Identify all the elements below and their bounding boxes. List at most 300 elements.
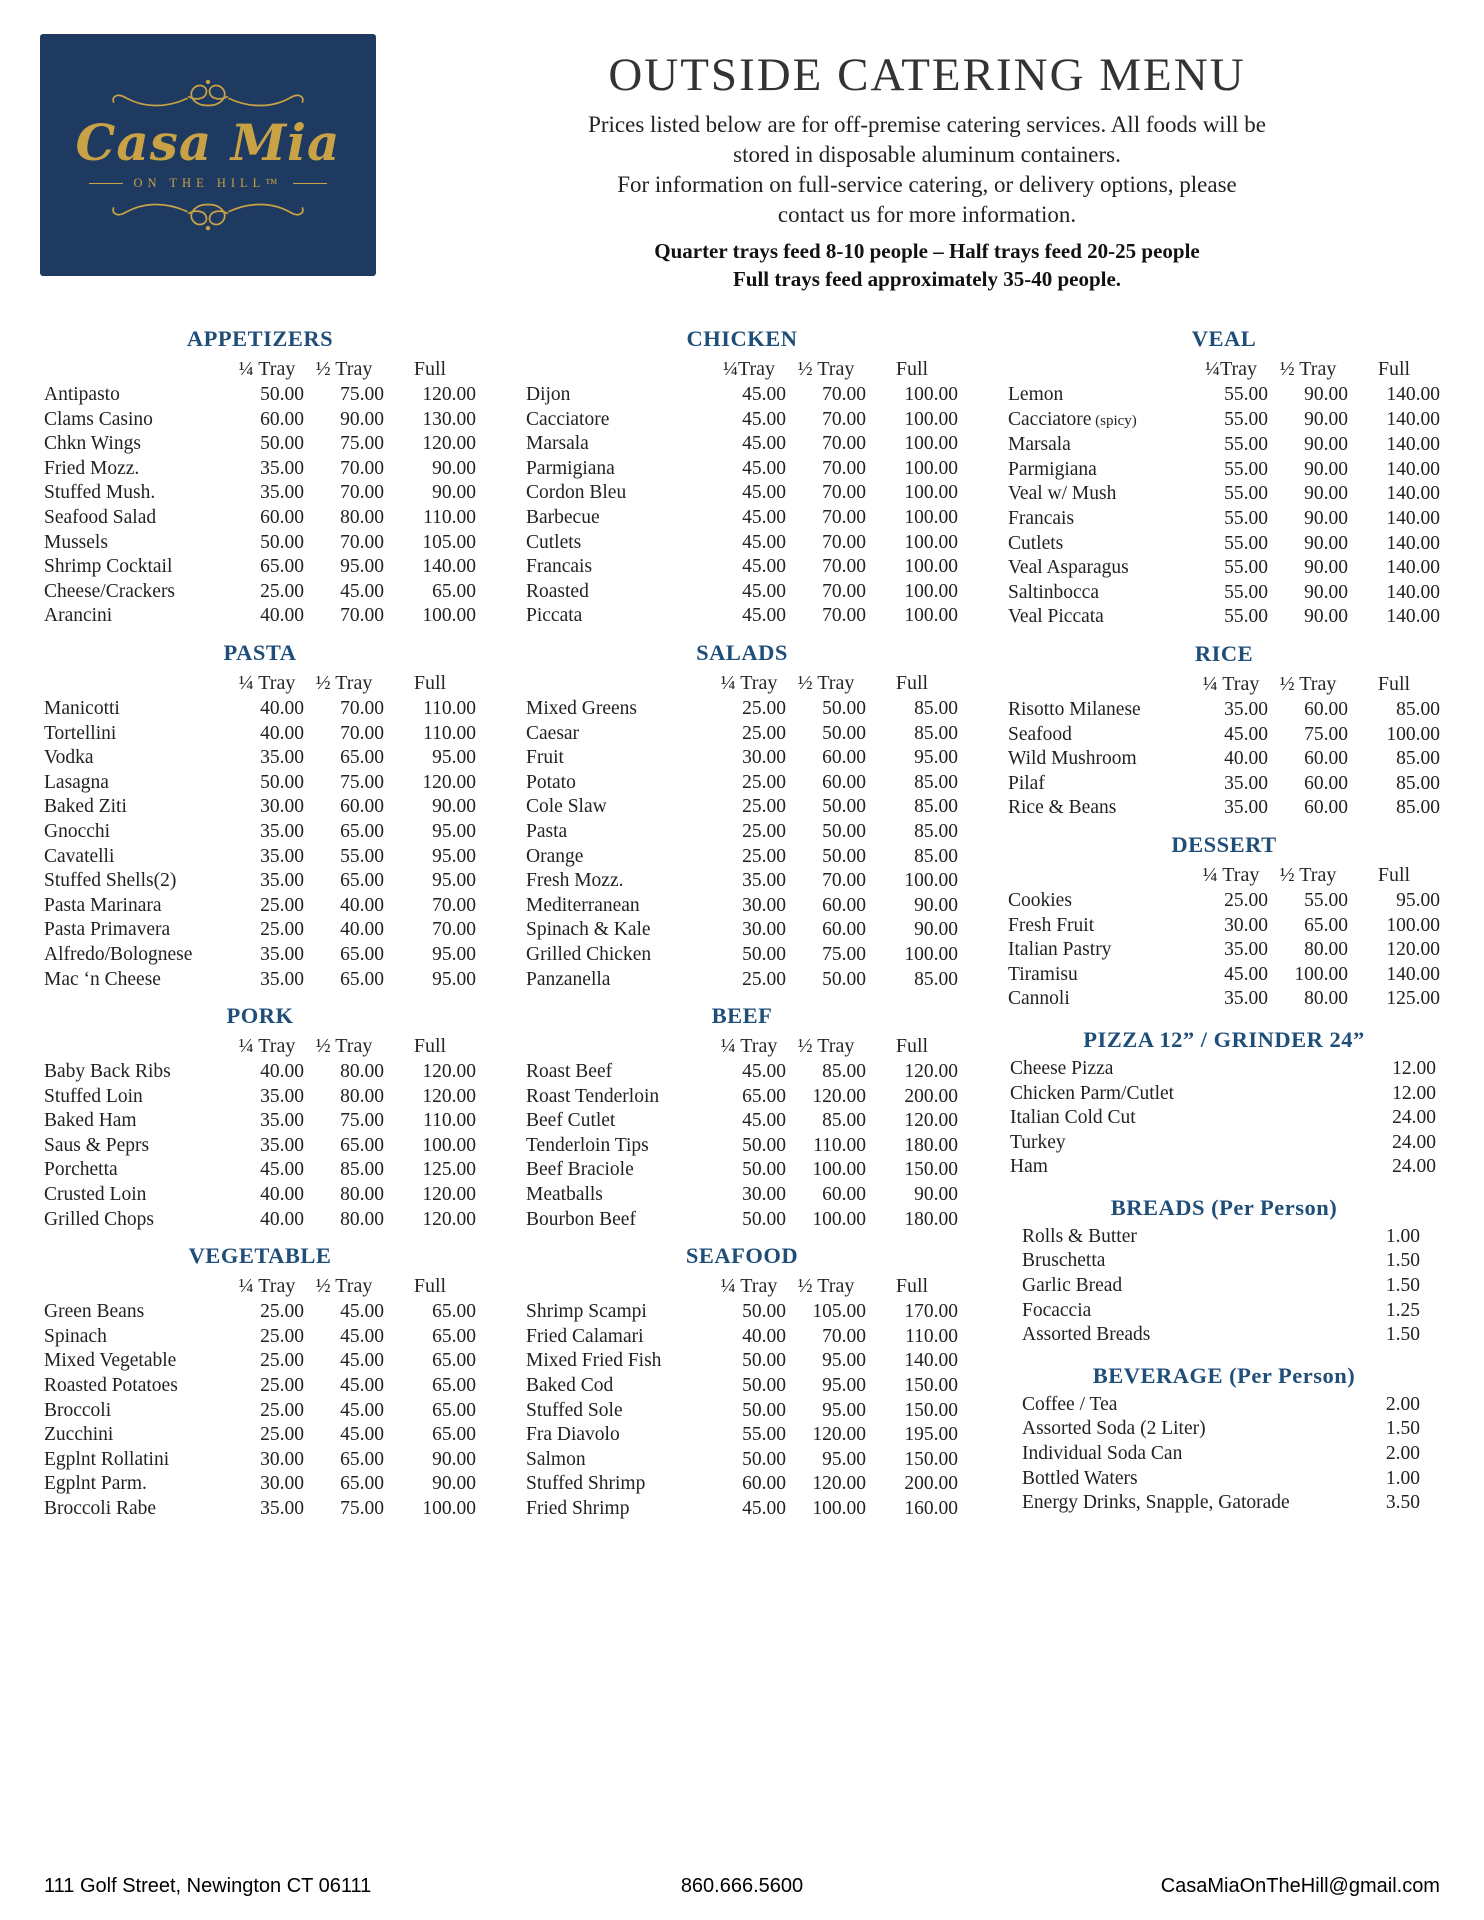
price-half: 60.00: [822, 771, 866, 793]
tray-size-header-full: Full: [895, 671, 929, 694]
price-quarter: 50.00: [742, 1301, 786, 1323]
section-title: BREADS (Per Person): [1110, 1194, 1338, 1220]
item-name: Wild Mushroom: [1008, 748, 1137, 770]
item-name: Egplnt Parm.: [44, 1473, 147, 1495]
tray-size-note: [410, 237, 1444, 293]
tray-size-header-full: Full: [895, 1275, 929, 1298]
tray-size-header-quarter: ¼ Tray: [720, 1035, 778, 1058]
section-title: DESSERT: [1171, 831, 1277, 857]
item-name: Antipasto: [44, 384, 120, 406]
price-full: 95.00: [432, 943, 476, 965]
price-quarter: 25.00: [260, 919, 304, 941]
tray-size-header-full: Full: [413, 358, 447, 381]
price-quarter: 55.00: [1224, 483, 1268, 505]
menu-item-row: [44, 531, 476, 556]
item-price: 12.00: [1392, 1082, 1436, 1104]
menu-item-row: [1008, 1467, 1440, 1492]
price-half: 75.00: [340, 1110, 384, 1132]
price-full: 120.00: [422, 433, 476, 455]
menu-item-row: [526, 604, 958, 629]
price-quarter: 25.00: [742, 820, 786, 842]
tray-size-header-full: Full: [413, 1275, 447, 1298]
section-pork: [44, 1002, 476, 1232]
item-name: Marsala: [526, 433, 589, 455]
price-full: 100.00: [904, 531, 958, 553]
tray-size-header-half: ½ Tray: [315, 671, 373, 694]
price-half: 70.00: [822, 556, 866, 578]
price-full: 95.00: [914, 747, 958, 769]
section-title: APPETIZERS: [186, 326, 334, 352]
item-name: Chkn Wings: [44, 433, 141, 455]
price-half: 45.00: [340, 1350, 384, 1372]
price-quarter: 45.00: [742, 1110, 786, 1132]
item-name: Barbecue: [526, 507, 600, 529]
price-full: 95.00: [432, 820, 476, 842]
tray-size-header-half: ½ Tray: [315, 358, 373, 381]
item-name: Veal Piccata: [1008, 606, 1104, 628]
price-full: 110.00: [423, 697, 476, 719]
price-quarter: 25.00: [742, 845, 786, 867]
logo-rule-right: [293, 183, 327, 184]
menu-item-row: [1008, 1274, 1440, 1299]
item-name: Beef Braciole: [526, 1159, 634, 1181]
price-quarter: 45.00: [1224, 963, 1268, 985]
price-half: 70.00: [822, 580, 866, 602]
item-name: Meatballs: [526, 1184, 603, 1206]
menu-item-row: [1008, 482, 1440, 507]
tray-size-header-quarter: ¼ Tray: [720, 1275, 778, 1298]
tray-size-header-row: [44, 670, 476, 697]
price-full: 200.00: [904, 1473, 958, 1495]
price-half: 65.00: [340, 870, 384, 892]
price-half: 70.00: [822, 531, 866, 553]
item-name: Potato: [526, 771, 576, 793]
tray-size-header-row: [1008, 862, 1440, 889]
menu-item-row: [44, 1448, 476, 1473]
price-quarter: 35.00: [260, 482, 304, 504]
menu-item-row: [1008, 605, 1440, 630]
price-quarter: 45.00: [260, 1159, 304, 1181]
menu-item-row: [1008, 747, 1440, 772]
item-name: Francais: [526, 556, 593, 578]
price-half: 90.00: [340, 408, 384, 430]
item-name: Grilled Chops: [44, 1208, 154, 1230]
menu-item-row: [44, 1158, 476, 1183]
menu-item-row: [1008, 963, 1440, 988]
menu-item-row: [1008, 1393, 1440, 1418]
price-half: 70.00: [822, 408, 866, 430]
item-name: Italian Cold Cut: [1010, 1107, 1136, 1129]
price-full: 100.00: [904, 433, 958, 455]
menu-item-row: [526, 820, 958, 845]
section-rice: [1008, 640, 1440, 821]
price-quarter: 25.00: [260, 1424, 304, 1446]
price-quarter: 30.00: [742, 747, 786, 769]
price-half: 70.00: [340, 605, 384, 627]
price-half: 75.00: [340, 771, 384, 793]
price-quarter: 35.00: [260, 968, 304, 990]
price-full: 140.00: [1386, 508, 1440, 530]
price-full: 120.00: [422, 384, 476, 406]
price-full: 140.00: [1386, 458, 1440, 480]
price-half: 65.00: [340, 1448, 384, 1470]
tray-size-header-half: ½ Tray: [797, 1035, 855, 1058]
price-full: 65.00: [432, 580, 476, 602]
price-quarter: 60.00: [260, 507, 304, 529]
item-name: Porchetta: [44, 1159, 118, 1181]
price-quarter: 55.00: [1224, 384, 1268, 406]
price-full: 90.00: [432, 482, 476, 504]
menu-item-row: [44, 1472, 476, 1497]
tray-size-header-quarter: ¼ Tray: [238, 358, 296, 381]
price-half: 80.00: [1304, 988, 1348, 1010]
price-half: 60.00: [1304, 748, 1348, 770]
price-full: 85.00: [1396, 772, 1440, 794]
price-full: 65.00: [432, 1350, 476, 1372]
item-name: Stuffed Shells(2): [44, 870, 177, 892]
menu-item-row: [526, 771, 958, 796]
item-name: Mediterranean: [526, 894, 640, 916]
price-quarter: 35.00: [260, 747, 304, 769]
price-quarter: 50.00: [742, 1375, 786, 1397]
menu-item-row: [526, 845, 958, 870]
menu-item-row: [1008, 1106, 1440, 1131]
price-quarter: 25.00: [742, 697, 786, 719]
menu-item-row: [1008, 1491, 1440, 1516]
price-quarter: 50.00: [260, 771, 304, 793]
section-vegetable: [44, 1242, 476, 1521]
item-name: Beef Cutlet: [526, 1110, 616, 1132]
section-breads-per-person: [1008, 1194, 1440, 1348]
item-name: Lemon: [1008, 384, 1064, 406]
price-full: 95.00: [432, 747, 476, 769]
price-full: 180.00: [904, 1134, 958, 1156]
item-name: Roasted: [526, 580, 589, 602]
price-full: 95.00: [432, 870, 476, 892]
price-half: 95.00: [822, 1350, 866, 1372]
menu-item-row: [44, 697, 476, 722]
price-half: 65.00: [340, 943, 384, 965]
menu-item-row: [1008, 1225, 1440, 1250]
menu-item-row: [1008, 507, 1440, 532]
section-title: PASTA: [223, 639, 297, 665]
section-veal: [1008, 325, 1440, 630]
price-quarter: 50.00: [742, 1399, 786, 1421]
item-name: Saus & Peprs: [44, 1134, 150, 1156]
menu-item-row: [526, 918, 958, 943]
item-note: (spicy): [1091, 412, 1137, 429]
footer-phone: 860.666.5600: [680, 1875, 804, 1897]
price-half: 75.00: [340, 384, 384, 406]
item-name: Pasta: [526, 820, 568, 842]
price-quarter: 25.00: [260, 1399, 304, 1421]
price-full: 140.00: [1386, 606, 1440, 628]
price-half: 70.00: [822, 457, 866, 479]
price-quarter: 25.00: [260, 1375, 304, 1397]
page-title: OUTSIDE CATERING MENU: [608, 49, 1246, 101]
menu-item-row: [526, 869, 958, 894]
price-half: 95.00: [822, 1375, 866, 1397]
item-name: Francais: [1008, 508, 1075, 530]
menu-item-row: [44, 408, 476, 433]
menu-item-row: [526, 481, 958, 506]
item-name: Fried Calamari: [526, 1325, 644, 1347]
price-quarter: 50.00: [742, 1134, 786, 1156]
casa-mia-logo: [40, 34, 376, 276]
price-quarter: 50.00: [742, 1350, 786, 1372]
menu-item-row: [526, 457, 958, 482]
item-name: Coffee / Tea: [1022, 1393, 1118, 1415]
price-half: 75.00: [340, 1498, 384, 1520]
item-name: Caesar: [526, 722, 580, 744]
item-name: Baked Ham: [44, 1110, 137, 1132]
price-full: 85.00: [914, 796, 958, 818]
price-full: 100.00: [904, 482, 958, 504]
price-quarter: 55.00: [1224, 581, 1268, 603]
menu-item-row: [44, 771, 476, 796]
item-name: Saltinbocca: [1008, 581, 1099, 603]
price-full: 90.00: [432, 796, 476, 818]
menu-item-row: [526, 1497, 958, 1522]
tray-size-header-full: Full: [413, 1035, 447, 1058]
price-half: 45.00: [340, 1399, 384, 1421]
price-half: 70.00: [822, 605, 866, 627]
price-quarter: 35.00: [1224, 698, 1268, 720]
price-half: 65.00: [340, 747, 384, 769]
item-name: Veal w/ Mush: [1008, 483, 1117, 505]
logo-subtitle-text: ON THE HILL™: [133, 175, 283, 190]
price-quarter: 60.00: [260, 408, 304, 430]
section-seafood: [526, 1242, 958, 1521]
price-half: 120.00: [812, 1085, 866, 1107]
tray-size-header-row: [526, 1273, 958, 1300]
tray-size-header-row: [44, 1273, 476, 1300]
price-half: 80.00: [340, 1208, 384, 1230]
price-quarter: 45.00: [742, 482, 786, 504]
item-price: 3.50: [1385, 1492, 1420, 1514]
footer-email: CasaMiaOnTheHill@gmail.com: [1160, 1875, 1440, 1897]
tray-size-header-quarter: ¼Tray: [1204, 358, 1258, 381]
item-name: Risotto Milanese: [1008, 698, 1141, 720]
price-quarter: 25.00: [260, 1301, 304, 1323]
price-half: 70.00: [822, 1325, 866, 1347]
item-name: Egplnt Rollatini: [44, 1448, 170, 1470]
price-full: 100.00: [904, 580, 958, 602]
item-name: Energy Drinks, Snapple, Gatorade: [1022, 1492, 1290, 1514]
price-half: 95.00: [340, 556, 384, 578]
price-half: 90.00: [1304, 458, 1348, 480]
price-full: 85.00: [914, 697, 958, 719]
menu-column-center: [526, 315, 958, 1528]
menu-item-row: [44, 1325, 476, 1350]
header-text-block: [410, 34, 1444, 293]
menu-item-row: [526, 1109, 958, 1134]
price-quarter: 30.00: [260, 796, 304, 818]
item-name: Chicken Parm/Cutlet: [1010, 1082, 1175, 1104]
price-quarter: 30.00: [742, 919, 786, 941]
price-quarter: 25.00: [260, 580, 304, 602]
item-name: Stuffed Shrimp: [526, 1473, 646, 1495]
price-full: 125.00: [422, 1159, 476, 1181]
price-full: 100.00: [904, 457, 958, 479]
item-name: Ham: [1010, 1156, 1048, 1178]
item-name: Crusted Loin: [44, 1184, 147, 1206]
price-half: 90.00: [1304, 483, 1348, 505]
price-full: 120.00: [422, 1085, 476, 1107]
price-half: 105.00: [812, 1301, 866, 1323]
price-full: 85.00: [1396, 698, 1440, 720]
footer: [44, 1875, 1440, 1898]
price-quarter: 45.00: [742, 457, 786, 479]
item-name: Turkey: [1010, 1131, 1066, 1153]
section-title: SEAFOOD: [685, 1243, 799, 1269]
price-quarter: 25.00: [742, 722, 786, 744]
menu-item-row: [1008, 433, 1440, 458]
item-price: 1.50: [1385, 1418, 1420, 1440]
price-half: 60.00: [1304, 772, 1348, 794]
menu-item-row: [526, 1399, 958, 1424]
price-quarter: 30.00: [742, 894, 786, 916]
menu-item-row: [44, 1497, 476, 1522]
item-name: Cole Slaw: [526, 796, 607, 818]
price-full: 85.00: [914, 845, 958, 867]
price-full: 85.00: [1396, 797, 1440, 819]
section-title: VEAL: [1191, 326, 1257, 352]
menu-item-row: [44, 1085, 476, 1110]
price-quarter: 40.00: [260, 605, 304, 627]
price-full: 90.00: [914, 1184, 958, 1206]
section-salads: [526, 639, 958, 992]
price-full: 95.00: [432, 845, 476, 867]
price-half: 90.00: [1304, 557, 1348, 579]
price-half: 45.00: [340, 1325, 384, 1347]
price-full: 180.00: [904, 1208, 958, 1230]
price-quarter: 30.00: [742, 1184, 786, 1206]
price-half: 120.00: [812, 1473, 866, 1495]
price-full: 100.00: [904, 605, 958, 627]
item-name: Green Beans: [44, 1301, 145, 1323]
tray-size-header-full: Full: [1377, 672, 1411, 695]
tray-size-header-full: Full: [413, 671, 447, 694]
menu-item-row: [1008, 458, 1440, 483]
item-name: Mixed Greens: [526, 697, 638, 719]
item-name: Dijon: [526, 384, 571, 406]
price-half: 70.00: [822, 482, 866, 504]
section-dessert: [1008, 831, 1440, 1012]
price-quarter: 45.00: [742, 408, 786, 430]
price-full: 140.00: [1386, 483, 1440, 505]
price-full: 70.00: [432, 894, 476, 916]
price-full: 120.00: [904, 1061, 958, 1083]
item-price: 24.00: [1392, 1107, 1436, 1129]
price-quarter: 35.00: [260, 457, 304, 479]
price-quarter: 55.00: [1224, 532, 1268, 554]
price-full: 105.00: [422, 531, 476, 553]
logo-flourish-bottom-icon: [103, 195, 313, 235]
item-name: Stuffed Mush.: [44, 482, 156, 504]
price-half: 90.00: [1304, 408, 1348, 430]
tray-size-header-row: [44, 1033, 476, 1060]
price-quarter: 45.00: [742, 605, 786, 627]
tray-size-note-line-1: Quarter trays feed 8-10 people – Half trays feed 20-25 people: [654, 239, 1200, 264]
price-full: 140.00: [1386, 581, 1440, 603]
price-full: 110.00: [905, 1325, 958, 1347]
menu-item-row: [526, 1423, 958, 1448]
item-name: Cannoli: [1008, 988, 1070, 1010]
item-price: 1.50: [1385, 1275, 1420, 1297]
menu-item-row: [526, 580, 958, 605]
price-half: 90.00: [1304, 384, 1348, 406]
price-quarter: 25.00: [260, 1325, 304, 1347]
menu-item-row: [526, 1374, 958, 1399]
price-full: 150.00: [904, 1159, 958, 1181]
price-half: 85.00: [822, 1061, 866, 1083]
menu-item-row: [526, 795, 958, 820]
price-half: 55.00: [1304, 889, 1348, 911]
menu-item-row: [1008, 723, 1440, 748]
price-quarter: 35.00: [260, 1498, 304, 1520]
tray-size-header-quarter: ¼ Tray: [720, 671, 778, 694]
tray-size-note-line-2: Full trays feed approximately 35-40 people.: [732, 267, 1122, 292]
menu-item-row: [1008, 698, 1440, 723]
price-full: 160.00: [904, 1498, 958, 1520]
menu-item-row: [1008, 1299, 1440, 1324]
price-full: 100.00: [904, 384, 958, 406]
item-name: Focaccia: [1022, 1299, 1092, 1321]
price-full: 100.00: [904, 556, 958, 578]
price-half: 90.00: [1304, 434, 1348, 456]
item-name: Cavatelli: [44, 845, 115, 867]
item-name: Piccata: [526, 605, 583, 627]
price-full: 100.00: [904, 943, 958, 965]
price-quarter: 35.00: [1224, 772, 1268, 794]
menu-item-row: [44, 746, 476, 771]
menu-item-row: [526, 1183, 958, 1208]
item-name: Cheese Pizza: [1010, 1057, 1114, 1079]
price-half: 80.00: [340, 507, 384, 529]
tray-size-header-quarter: ¼ Tray: [238, 1275, 296, 1298]
item-name: Fresh Fruit: [1008, 914, 1095, 936]
price-half: 100.00: [1294, 963, 1348, 985]
price-half: 65.00: [340, 820, 384, 842]
price-quarter: 55.00: [1224, 408, 1268, 430]
price-quarter: 35.00: [1224, 797, 1268, 819]
item-name: Cacciatore (spicy): [1008, 408, 1137, 430]
price-quarter: 35.00: [260, 870, 304, 892]
item-name: Vodka: [44, 747, 94, 769]
price-full: 120.00: [422, 1208, 476, 1230]
price-full: 100.00: [904, 870, 958, 892]
price-half: 100.00: [812, 1208, 866, 1230]
intro-line-1: Prices listed below are for off-premise catering services. All foods will be: [588, 112, 1266, 138]
price-quarter: 40.00: [260, 1184, 304, 1206]
price-quarter: 25.00: [260, 1350, 304, 1372]
price-half: 75.00: [1304, 723, 1348, 745]
item-name: Assorted Soda (2 Liter): [1022, 1418, 1206, 1440]
menu-item-row: [526, 1300, 958, 1325]
price-full: 140.00: [1386, 557, 1440, 579]
item-name: Zucchini: [44, 1424, 114, 1446]
menu-item-row: [44, 506, 476, 531]
item-name: Mixed Vegetable: [44, 1350, 177, 1372]
price-half: 45.00: [340, 580, 384, 602]
price-half: 95.00: [822, 1399, 866, 1421]
price-half: 65.00: [340, 968, 384, 990]
menu-item-row: [526, 383, 958, 408]
price-full: 90.00: [914, 919, 958, 941]
menu-item-row: [44, 383, 476, 408]
item-name: Cutlets: [1008, 532, 1064, 554]
